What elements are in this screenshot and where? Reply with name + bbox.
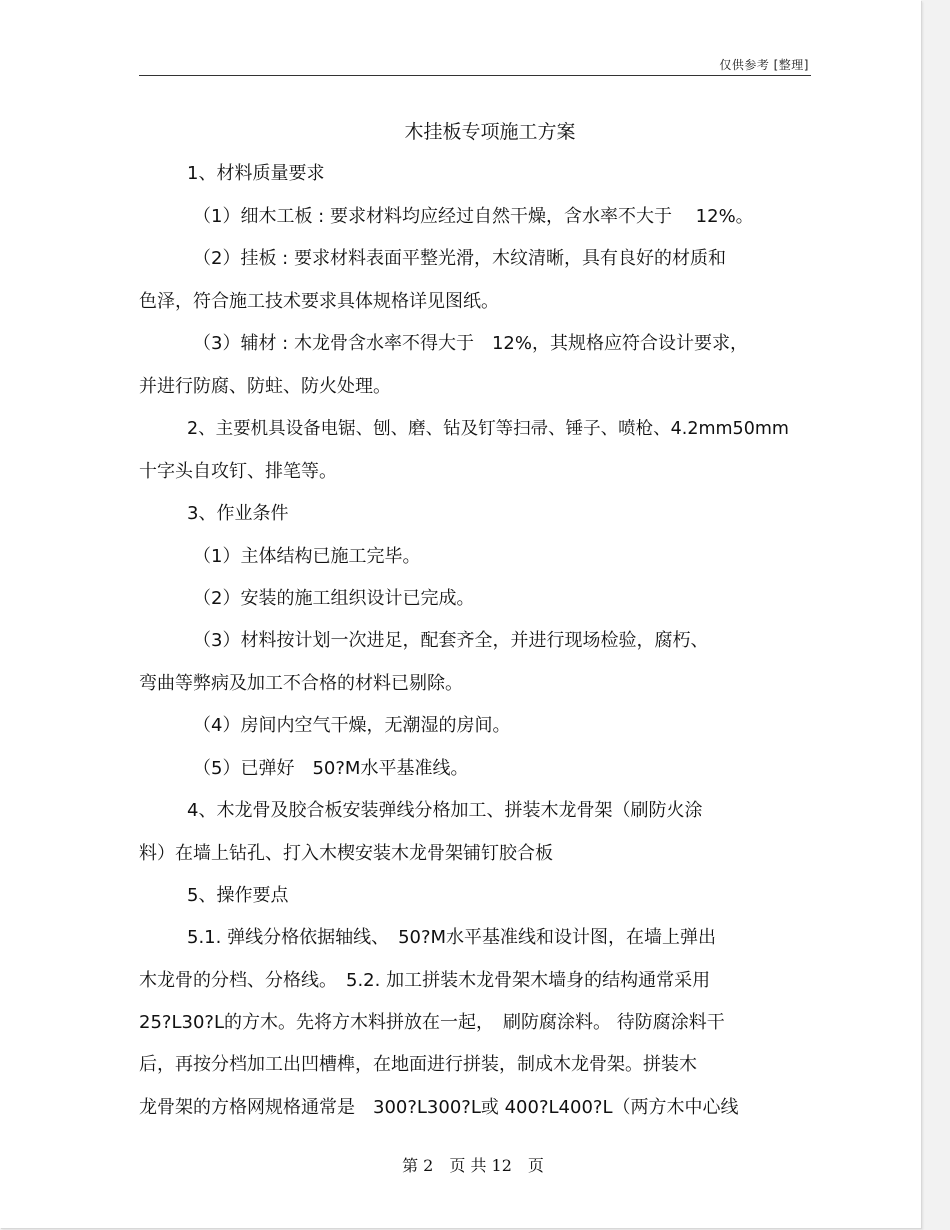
paragraph-line: 后，再按分档加工出凹槽榫，在地面进行拼装，制成木龙骨架。拼装木 [139, 1054, 697, 1075]
section-heading-2: 2、主要机具设备电锯、刨、磨、钻及钉等扫帚、锤子、喷枪、4.2mm50mm [187, 419, 789, 439]
section-heading-3: 3、作业条件 [187, 503, 289, 524]
paragraph-line: 木龙骨的分档、分格线。 5.2. 加工拼装木龙骨架木墙身的结构通常采用 [139, 970, 711, 991]
paragraph-line: （2）安装的施工组织设计已完成。 [193, 588, 475, 609]
paragraph-line: 25?L30?L的方木。先将方木料拼放在一起， 刷防腐涂料。 待防腐涂料干 [139, 1012, 725, 1033]
paragraph-line: 并进行防腐、防蛀、防火处理。 [139, 376, 391, 397]
paragraph-line: 料）在墙上钻孔、打入木楔安装木龙骨架铺钉胶合板 [139, 843, 553, 864]
paragraph-line: （3）辅材 : 木龙骨含水率不得大于 12%，其规格应符合设计要求， [193, 333, 748, 354]
paragraph-line: 色泽，符合施工技术要求具体规格详见图纸。 [139, 291, 499, 312]
paragraph-line: （1）主体结构已施工完毕。 [193, 546, 421, 567]
section-heading-1: 1、材料质量要求 [187, 163, 325, 184]
paragraph-line: 十字头自攻钉、排笔等。 [139, 461, 337, 482]
page-number-footer: 第 2 页 共 12 页 [402, 1156, 544, 1175]
paragraph-line: （4）房间内空气干燥，无潮湿的房间。 [193, 715, 511, 736]
section-heading-4: 4、木龙骨及胶合板安装弹线分格加工、拼装木龙骨架（刷防火涂 [187, 800, 703, 821]
document-title: 木挂板专项施工方案 [404, 121, 576, 143]
paragraph-line: （2）挂板 : 要求材料表面平整光滑，木纹清晰，具有良好的材质和 [193, 248, 726, 269]
section-heading-5: 5、操作要点 [187, 885, 289, 906]
header-note: 仅供参考 [整理] [719, 58, 809, 72]
paragraph-line: （1）细木工板 : 要求材料均应经过自然干燥，含水率不大于 12%。 [193, 206, 754, 227]
paragraph-line: （5）已弹好 50?M水平基准线。 [193, 758, 469, 779]
paragraph-line: 弯曲等弊病及加工不合格的材料已剔除。 [139, 673, 463, 694]
paragraph-line: 龙骨架的方格网规格通常是 300?L300?L或 400?L400?L（两方木中心线 [139, 1097, 739, 1118]
header-rule [139, 75, 811, 76]
paragraph-line: （3）材料按计划一次进足，配套齐全，并进行现场检验，腐朽、 [193, 630, 709, 651]
paragraph-line: 5.1. 弹线分格依据轴线、 50?M水平基准线和设计图，在墙上弹出 [187, 927, 717, 948]
